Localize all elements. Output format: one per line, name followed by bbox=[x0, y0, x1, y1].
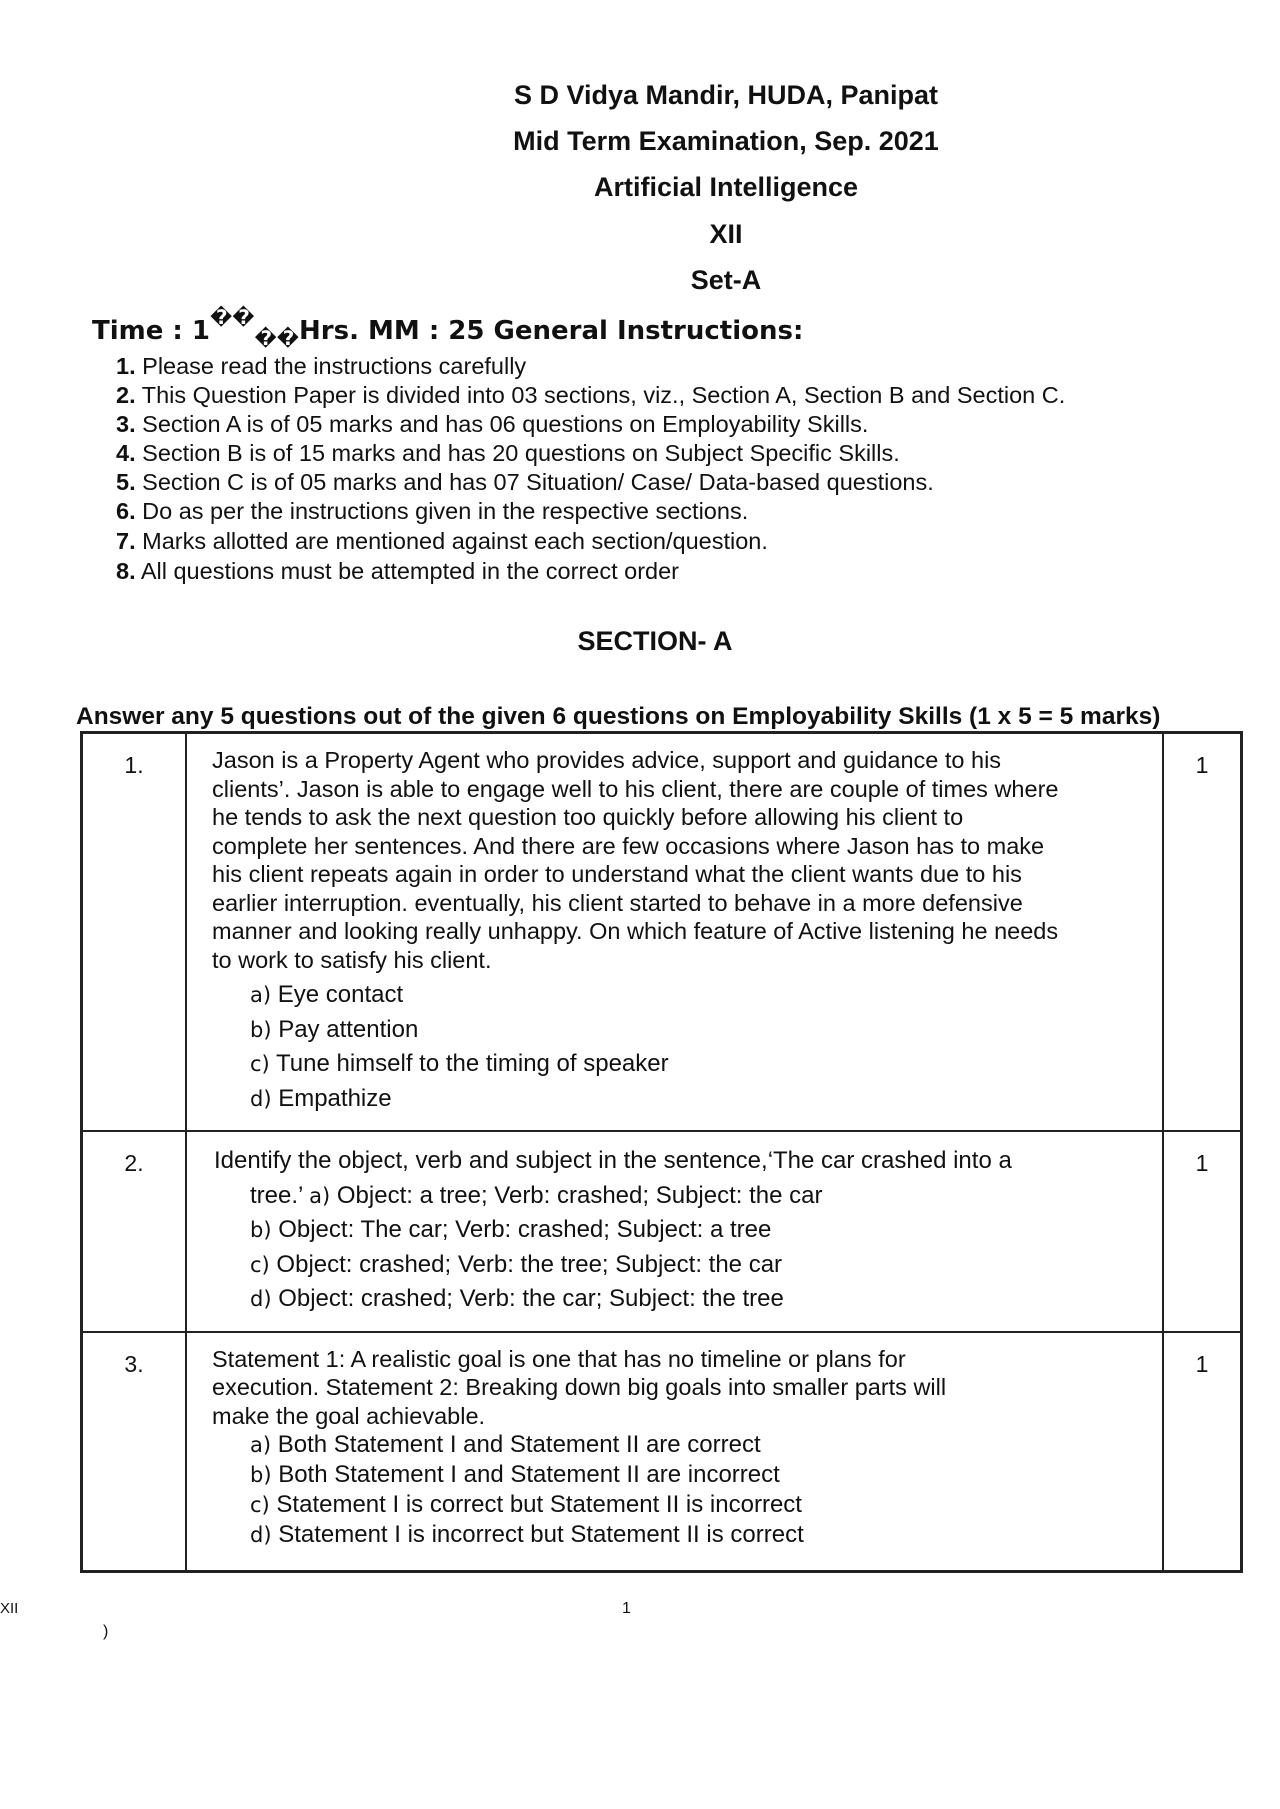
instruction-item: 7. Marks allotted are mentioned against each section/question. bbox=[116, 528, 768, 554]
school-name: S D Vidya Mandir, HUDA, Panipat bbox=[513, 80, 939, 110]
time-marks-line bbox=[92, 305, 804, 350]
answer-option: c) Object: crashed; Verb: the tree; Subject: the car bbox=[250, 1250, 783, 1278]
section-note: Answer any 5 questions out of the given 6 questions on Employability Skills (1 x 5 = 5 marks) bbox=[76, 703, 1161, 730]
questions-table bbox=[80, 731, 1243, 1573]
instruction-item: 3. Section A is of 05 marks and has 06 questions on Employability Skills. bbox=[116, 411, 869, 437]
page-number: 1 bbox=[622, 1600, 631, 1617]
answer-option: a) Eye contact bbox=[250, 981, 404, 1008]
footer-paren: ) bbox=[103, 1623, 109, 1640]
answer-option: d) Statement I is incorrect but Statement II is correct bbox=[250, 1521, 804, 1548]
instruction-item: 2. This Question Paper is divided into 03 sections, viz., Section A, Section B and Section C. bbox=[116, 382, 1066, 408]
answer-option: b) Object: The car; Verb: crashed; Subject: a tree bbox=[250, 1216, 772, 1243]
table-row bbox=[82, 733, 1242, 1132]
time-prefix: Time : 1 bbox=[92, 316, 210, 346]
set-title: Set-A bbox=[690, 265, 762, 295]
answer-option: b) Both Statement I and Statement II are incorrect bbox=[250, 1461, 780, 1488]
question-line: execution. Statement 2: Breaking down big goals into smaller parts will bbox=[212, 1374, 947, 1400]
question-line: earlier interruption. eventually, his client started to behave in a more defensive bbox=[212, 889, 1023, 916]
question-number: 1. bbox=[82, 733, 187, 1132]
answer-option: b) Pay attention bbox=[250, 1015, 419, 1043]
subject-title: Artificial Intelligence bbox=[593, 172, 859, 202]
question-line: make the goal achievable. bbox=[212, 1402, 486, 1429]
instruction-item: 8. All questions must be attempted in the correct order bbox=[116, 558, 680, 584]
question-number: 3. bbox=[82, 1332, 187, 1572]
question-line: he tends to ask the next question too quickly before allowing his client to bbox=[212, 804, 964, 830]
instruction-item: 4. Section B is of 15 marks and has 20 questions on Subject Specific Skills. bbox=[116, 440, 900, 466]
question-body bbox=[186, 1332, 1163, 1572]
fraction-numerator-glyph: �� bbox=[209, 305, 255, 329]
fraction-denominator-glyph: �� bbox=[254, 326, 300, 350]
answer-option: d) Object: crashed; Verb: the car; Subject: the tree bbox=[250, 1285, 784, 1312]
question-line: Statement 1: A realistic goal is one that has no timeline or plans for bbox=[212, 1345, 906, 1372]
question-marks: 1 bbox=[1163, 1332, 1242, 1572]
table-row bbox=[82, 1332, 1242, 1572]
answer-option: a) Both Statement I and Statement II are correct bbox=[250, 1431, 761, 1458]
class-title: XII bbox=[709, 219, 743, 249]
answer-option: c) Statement I is correct but Statement II is incorrect bbox=[250, 1491, 802, 1518]
question-body bbox=[186, 1131, 1163, 1332]
answer-option: d) Empathize bbox=[250, 1084, 392, 1112]
section-title: SECTION- A bbox=[577, 626, 733, 656]
table-row bbox=[82, 1131, 1242, 1332]
exam-title: Mid Term Examination, Sep. 2021 bbox=[513, 126, 939, 156]
footer-class: XII bbox=[0, 1600, 19, 1617]
question-line: to work to satisfy his client. bbox=[212, 946, 492, 973]
question-line: Identify the object, verb and subject in the sentence,‘The car crashed into a bbox=[214, 1147, 1012, 1174]
question-line: Jason is a Property Agent who provides advice, support and guidance to his bbox=[212, 747, 1002, 773]
instruction-item: 1. Please read the instructions carefully bbox=[116, 353, 527, 379]
question-body bbox=[186, 733, 1163, 1132]
question-number: 2. bbox=[82, 1131, 187, 1332]
question-marks: 1 bbox=[1163, 1131, 1242, 1332]
instruction-item: 6. Do as per the instructions given in the respective sections. bbox=[116, 498, 749, 524]
question-line: his client repeats again in order to understand what the client wants due to his bbox=[212, 861, 1022, 887]
question-line: manner and looking really unhappy. On which feature of Active listening he needs bbox=[212, 918, 1059, 944]
question-marks: 1 bbox=[1163, 733, 1242, 1132]
question-line: clients’. Jason is able to engage well to his client, there are couple of times where bbox=[212, 775, 1059, 802]
answer-option: c) Tune himself to the timing of speaker bbox=[250, 1050, 669, 1077]
time-suffix: Hrs. MM : 25 General Instructions: bbox=[299, 316, 804, 346]
instruction-item: 5. Section C is of 05 marks and has 07 Situation/ Case/ Data-based questions. bbox=[116, 469, 934, 495]
question-line: complete her sentences. And there are few occasions where Jason has to make bbox=[212, 832, 1045, 859]
question-line-with-option: tree.’ a) Object: a tree; Verb: crashed; Subject: the car bbox=[250, 1181, 823, 1209]
